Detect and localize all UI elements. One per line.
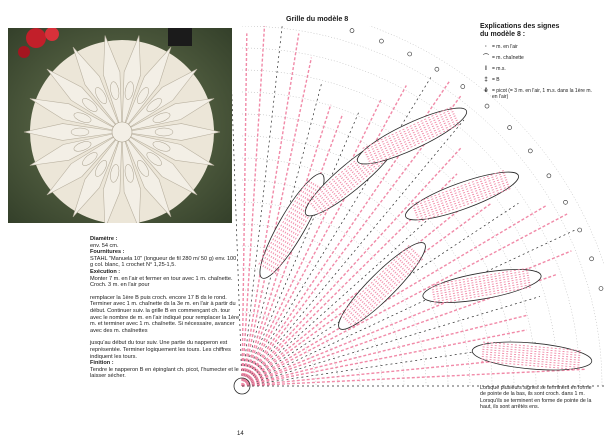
- doily-center: [112, 122, 132, 142]
- picot: [590, 257, 594, 261]
- finition-heading: Finition :: [90, 360, 114, 367]
- picot: [485, 104, 489, 108]
- legend-symbol-icon: ·: [485, 44, 487, 50]
- picot: [547, 174, 551, 178]
- chart-note: Lorsque plusieurs signes se terminent en forme de pointe de la bas, ils sont croch. dans 1 m. Lorsqu'ils se terminent en forme de pointe de la haut, ils sont arrêtés ens.: [480, 385, 592, 410]
- picot: [350, 29, 354, 33]
- legend-text: = picot (= 3 m. en l'air, 1 m.s. dans la 1ère m. en l'air): [492, 88, 592, 100]
- legend-title-2: du modèle 8 :: [480, 31, 526, 38]
- picot: [435, 67, 439, 71]
- instructions-column: [90, 236, 240, 380]
- legend-item: [480, 88, 598, 100]
- legend-symbol-icon: I: [485, 66, 487, 72]
- picot: [379, 39, 383, 43]
- picot: [578, 228, 582, 232]
- legend-text: = m. en l'air: [492, 44, 518, 50]
- stitch-spoke: [242, 297, 540, 387]
- stitch-spoke: [232, 56, 242, 386]
- stitch-spoke: [242, 33, 247, 386]
- picot: [528, 149, 532, 153]
- legend-symbol-icon: ȇ: [484, 88, 488, 94]
- execution-text: Monter 7 m. en l'air et fermer en tour avec 1 m. chaînette. Croch. 3 m. en l'air pour: [90, 275, 233, 289]
- picot: [461, 85, 465, 89]
- legend-item: [480, 55, 598, 61]
- execution-heading: Exécution :: [90, 268, 121, 275]
- legend-text: = m. chaînette: [492, 55, 524, 61]
- chart-title: Grille du modèle 8: [286, 14, 349, 23]
- picot: [408, 52, 412, 56]
- legend-symbol-icon: ‡: [484, 77, 488, 83]
- legend-item: [480, 77, 598, 83]
- finition-text: Tendre le napperon B en épinglant ch. picot, l'humecter et le laisser sécher.: [90, 366, 239, 380]
- doily-photo: [8, 28, 232, 223]
- diametre-value: env. 54 cm.: [90, 242, 119, 249]
- stitch-spoke: [242, 192, 459, 386]
- picot: [564, 200, 568, 204]
- stitch-round: [242, 158, 470, 386]
- stitch-spoke: [242, 99, 381, 386]
- picot: [508, 126, 512, 130]
- fournitures-heading: Fournitures :: [90, 249, 125, 256]
- instructions-para-2: remplacer la 1ère B puis croch. encore 17 B ds le rond. Terminer avec 1 m. chaînette ds la 3e m. en l'air à partir du début. Continuer suiv. la grille B en commençant ch. tour avec le nombre de m. en l'air indiqué pour remplacer la 1ère m. et terminer avec 1 m. chaînette. Si nécessaire, avancer avec des m. chaînettes: [90, 294, 240, 334]
- diametre-heading: Diamètre :: [90, 236, 118, 242]
- legend-title-1: Explications des signes: [480, 23, 560, 30]
- legend-item: [480, 66, 598, 72]
- instructions-para-3: jusqu'au début du tour suiv. Une partie du napperon est représentée. Terminer logiquement les tours. Les chiffres indiquent les tours.: [90, 340, 231, 360]
- legend: [480, 23, 598, 100]
- stitch-spoke: [242, 369, 585, 386]
- legend-text: = B: [492, 77, 500, 83]
- legend-item: [480, 44, 598, 50]
- stitch-spoke: [242, 77, 431, 386]
- legend-text: = m.s.: [492, 66, 506, 72]
- legend-symbol-icon: ⌒: [482, 55, 489, 61]
- picot: [599, 287, 603, 291]
- page-number: 14: [237, 431, 244, 437]
- fournitures-text: STAHL "Manuela 10" (longueur de fil 280 m/ 50 g) env. 100 g col. blanc, 1 crochet N° 1,25-1,5.: [90, 255, 237, 269]
